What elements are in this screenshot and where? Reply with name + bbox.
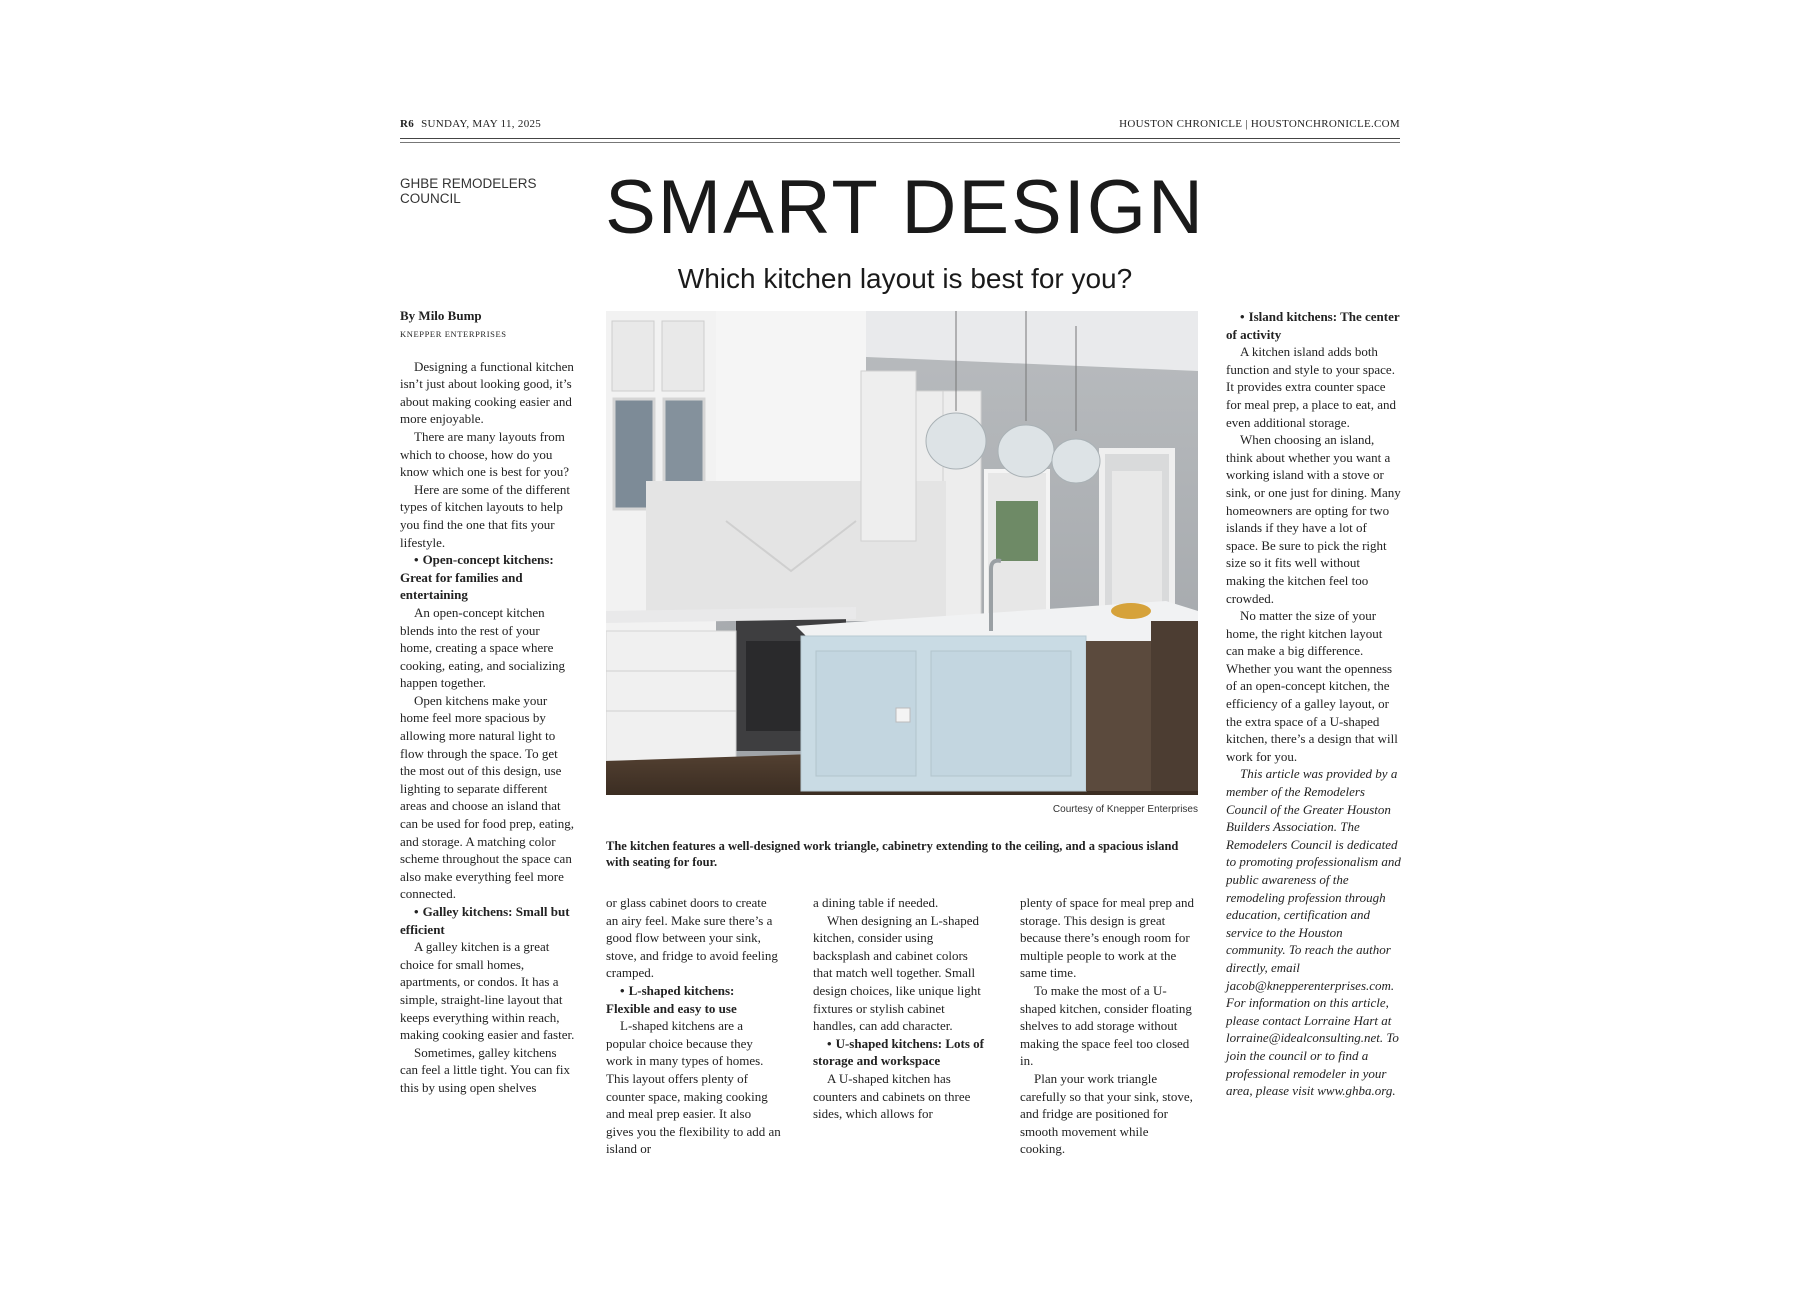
page-folio <box>400 118 541 130</box>
subheading-text: L-shaped kitchens: Flexible and easy to use <box>606 982 737 1016</box>
article-column-2 <box>606 894 781 1158</box>
paragraph: L-shaped kitchens are a popular choice because they work in many types of homes. This layout offers plenty of counter space, making cooking and meal prep easier. It also gives you the flexibility to add an island or <box>606 1018 781 1157</box>
article-column-3 <box>813 894 988 1123</box>
author-note: This article was provided by a member of the Remodelers Council of the Greater Houston Builders Association. The Remodelers Council is dedicated to promoting professionalism and public awareness of the remodeling profession through education, certification and service to the Houston community. To reach the author directly, email jacob@knepperenterprises.com. For information on this article, please contact Lorraine Hart at lorraine@idealconsulting.net. To join the council or to find a professional remodeler in your area, please visit www.ghba.org. <box>1226 766 1401 1099</box>
paragraph: There are many layouts from which to choose, how do you know which one is best for you? <box>400 428 569 480</box>
paragraph: A galley kitchen is a great choice for small homes, apartments, or condos. It has a simple, straight-line layout that keeps everything within reach, making cooking easier and faster. <box>400 939 575 1043</box>
paragraph: Here are some of the different types of kitchen layouts to help you find the one that fits your lifestyle. <box>400 481 571 550</box>
subheading-text: U-shaped kitchens: Lots of storage and workspace <box>813 1035 984 1069</box>
byline-organization: KNEPPER ENTERPRISES <box>400 329 507 339</box>
paragraph: A kitchen island adds both function and style to your space. It provides extra counter space for meal prep, a place to eat, and even additional storage. <box>1226 344 1396 430</box>
header-rule <box>400 138 1400 139</box>
paragraph: When choosing an island, think about whether you want a working island with a stove or sink, or one just for dining. Many homeowners are opting for two islands if they have a lot of space. Be sure to pick the right size so it fits well without making the kitchen feel too crowded. <box>1226 432 1401 606</box>
bullet-icon: • <box>620 982 625 998</box>
headline: SMART DESIGN <box>605 165 1205 250</box>
subheading <box>400 551 575 604</box>
paragraph: Sometimes, galley kitchens can feel a little tight. You can fix this by using open shelves <box>400 1044 571 1095</box>
page-number: R6 <box>400 118 415 130</box>
bullet-icon: • <box>827 1035 832 1051</box>
subheading <box>1226 308 1401 343</box>
paragraph: To make the most of a U-shaped kitchen, consider floating shelves to add storage without making the space feel too closed in. <box>1020 982 1192 1069</box>
photo-credit: Courtesy of Knepper Enterprises <box>1052 804 1198 815</box>
subheading <box>813 1035 988 1070</box>
byline: By Milo Bump <box>400 308 482 323</box>
paragraph: Designing a functional kitchen isn’t just about looking good, it’s about making cooking easier and more enjoyable. <box>400 358 574 427</box>
bullet-icon: • <box>414 904 419 919</box>
publication-name: HOUSTON CHRONICLE | HOUSTONCHRONICLE.COM <box>1119 118 1400 130</box>
paragraph: A U-shaped kitchen has counters and cabinets on three sides, which allows for <box>813 1070 971 1122</box>
paragraph: Open kitchens make your home feel more spacious by allowing more natural light to flow through the space. To get the most out of this design, use lighting to separate different areas and choose an island that can be used for food prep, eating, and storage. A matching color scheme throughout the space can also make everything feel more connected. <box>400 692 574 902</box>
kitchen-photo <box>606 311 1198 795</box>
subheading-text: Island kitchens: The center of activity <box>1226 309 1400 342</box>
paragraph: or glass cabinet doors to create an airy feel. Make sure there’s a good flow between your sink, stove, and fridge to avoid feeling cramped. <box>606 895 778 981</box>
issue-date: SUNDAY, MAY 11, 2025 <box>421 118 542 130</box>
section-label <box>400 176 570 206</box>
paragraph: plenty of space for meal prep and storage. This design is great because there’s enough room for multiple people to work at the same time. <box>1020 895 1194 981</box>
paragraph: Plan your work triangle carefully so that your sink, stove, and fridge are positioned for smooth movement while cooking. <box>1020 1070 1193 1157</box>
article-column-5 <box>1226 308 1401 1100</box>
article-column-4 <box>1020 894 1195 1158</box>
bullet-icon: • <box>414 552 419 568</box>
subheading <box>606 982 781 1017</box>
section-label-line2: COUNCIL <box>400 191 461 206</box>
paragraph: No matter the size of your home, the right kitchen layout can make a big difference. Whether you want the openness of an open-concept kitchen, the efficiency of a galley layout, or the extra space of a U-shaped kitchen, there’s a design that will work for you. <box>1226 608 1398 764</box>
subheading-text: Open-concept kitchens: Great for families and entertaining <box>400 552 554 603</box>
subheadline: Which kitchen layout is best for you? <box>677 263 1133 294</box>
section-label-line1: GHBE REMODELERS <box>400 176 537 191</box>
article-column-1 <box>400 308 575 1097</box>
paragraph: When designing an L-shaped kitchen, consider using backsplash and cabinet colors that match well together. Small design choices, like unique light fixtures or stylish cabinet handles, can add character. <box>813 912 981 1034</box>
paragraph: An open-concept kitchen blends into the rest of your home, creating a space where cooking, eating, and socializing happen together. <box>400 604 565 691</box>
subheading-text: Galley kitchens: Small but efficient <box>400 904 570 937</box>
header-rule-thin <box>400 142 1400 143</box>
paragraph: a dining table if needed. <box>813 895 939 910</box>
subheading <box>400 903 575 938</box>
bullet-icon: • <box>1240 309 1245 324</box>
photo-caption: The kitchen features a well-designed work triangle, cabinetry extending to the ceiling, and a spacious island with seating for four. <box>606 839 1179 869</box>
